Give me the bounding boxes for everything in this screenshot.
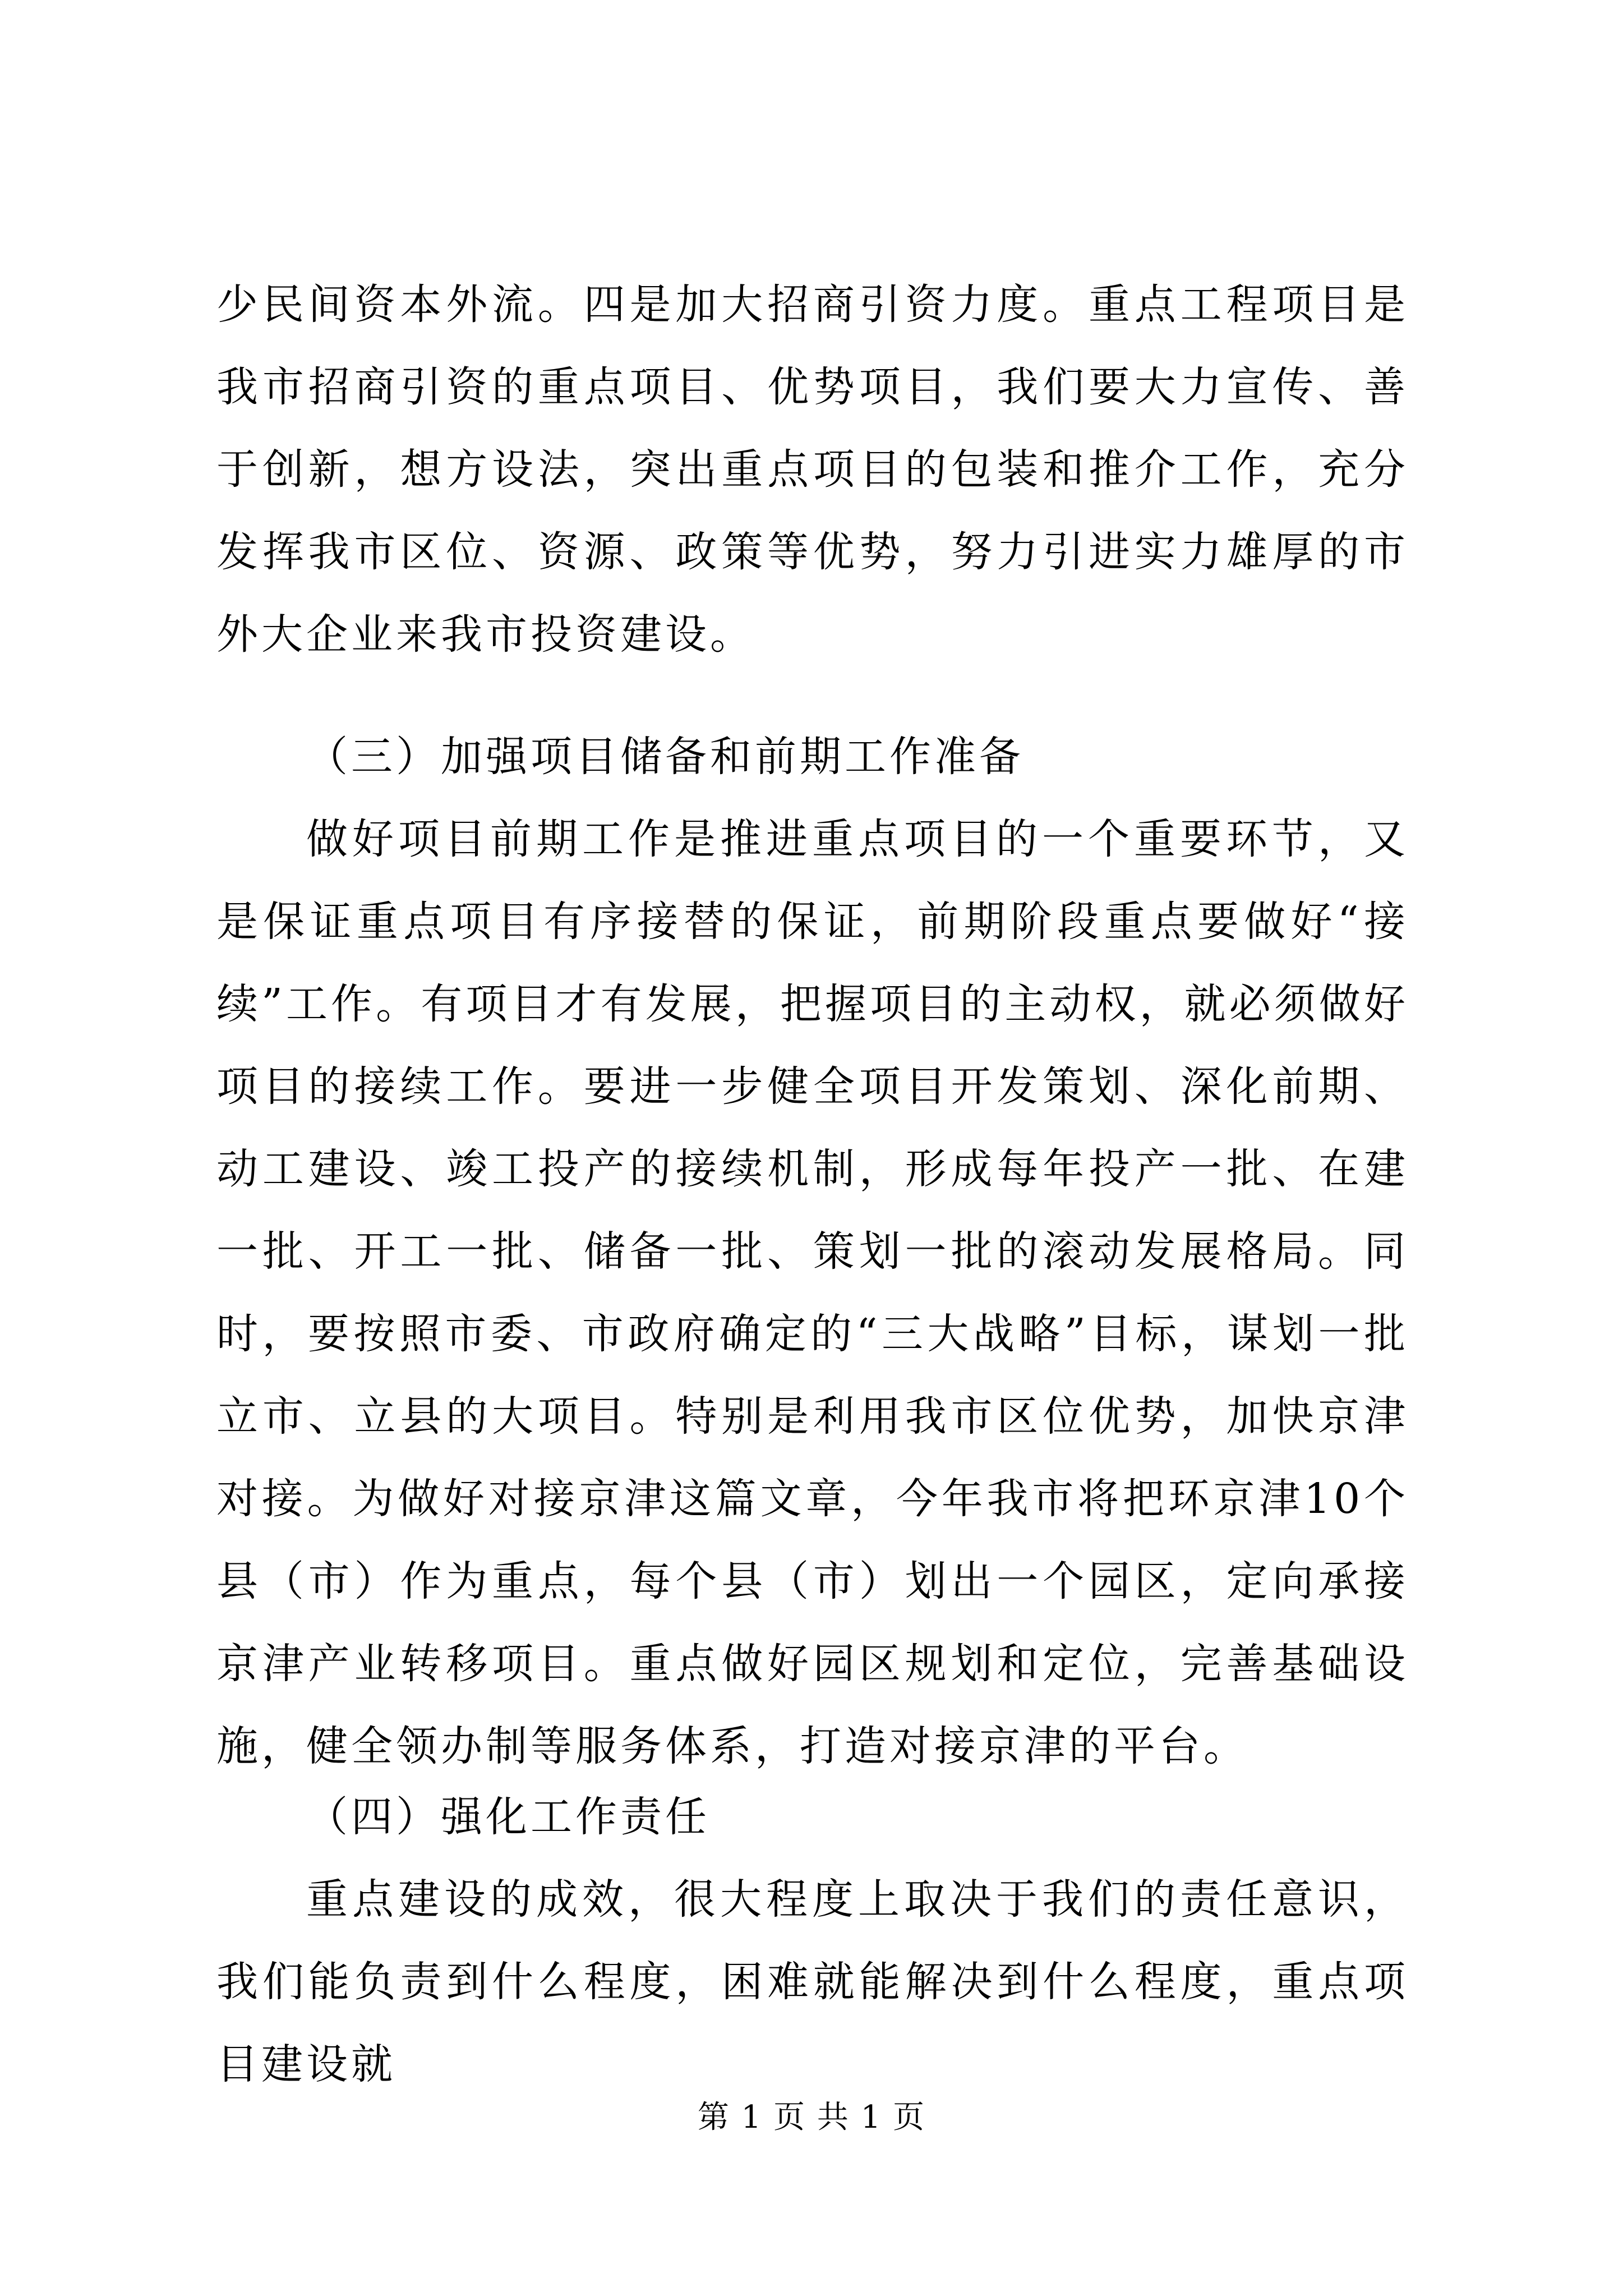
section-heading-4: （四）强化工作责任 bbox=[306, 1793, 710, 1841]
page-number-footer: 第 1 页 共 1 页 bbox=[697, 2099, 926, 2136]
text-section-1 bbox=[216, 264, 1409, 676]
body-paragraph-2: 做好项目前期工作是推进重点项目的一个重要环节，又是保证重点项目有序接替的保证，前期阶段重点要做好“接续”工作。有项目才有发展，把握项目的主动权，就必须做好项目的接续工作。要进一步健全项目开发策划、深化前期、动工建设、竣工投产的接续机制，形成每年投产一批、在建一批、开工一批、储备一批、策划一批的滚动发展格局。同时，要按照市委、市政府确定的“三大战略”目标，谋划一批立市、立县的大项目。特别是利用我市区位优势，加快京津对接。为做好对接京津这篇文章，今年我市将把环京津10个县（市）作为重点，每个县（市）划出一个园区，定向承接京津产业转移项目。重点做好园区规划和定位，完善基础设施，健全领办制等服务体系，打造对接京津的平台。 bbox=[216, 815, 1409, 1770]
text-section-2 bbox=[216, 716, 1409, 1788]
section-heading-3: （三）加强项目储备和前期工作准备 bbox=[306, 733, 1024, 781]
body-paragraph-3: 重点建设的成效，很大程度上取决于我们的责任意识，我们能负责到什么程度，困难就能解决到什么程度，重点项目建设就 bbox=[216, 1875, 1409, 2088]
text-section-3 bbox=[216, 1776, 1409, 2106]
body-paragraph-1: 少民间资本外流。四是加大招商引资力度。重点工程项目是我市招商引资的重点项目、优势项目，我们要大力宣传、善于创新，想方设法，突出重点项目的包装和推介工作，充分发挥我市区位、资源、政策等优势，努力引进实力雄厚的市外大企业来我市投资建设。 bbox=[216, 280, 1409, 659]
